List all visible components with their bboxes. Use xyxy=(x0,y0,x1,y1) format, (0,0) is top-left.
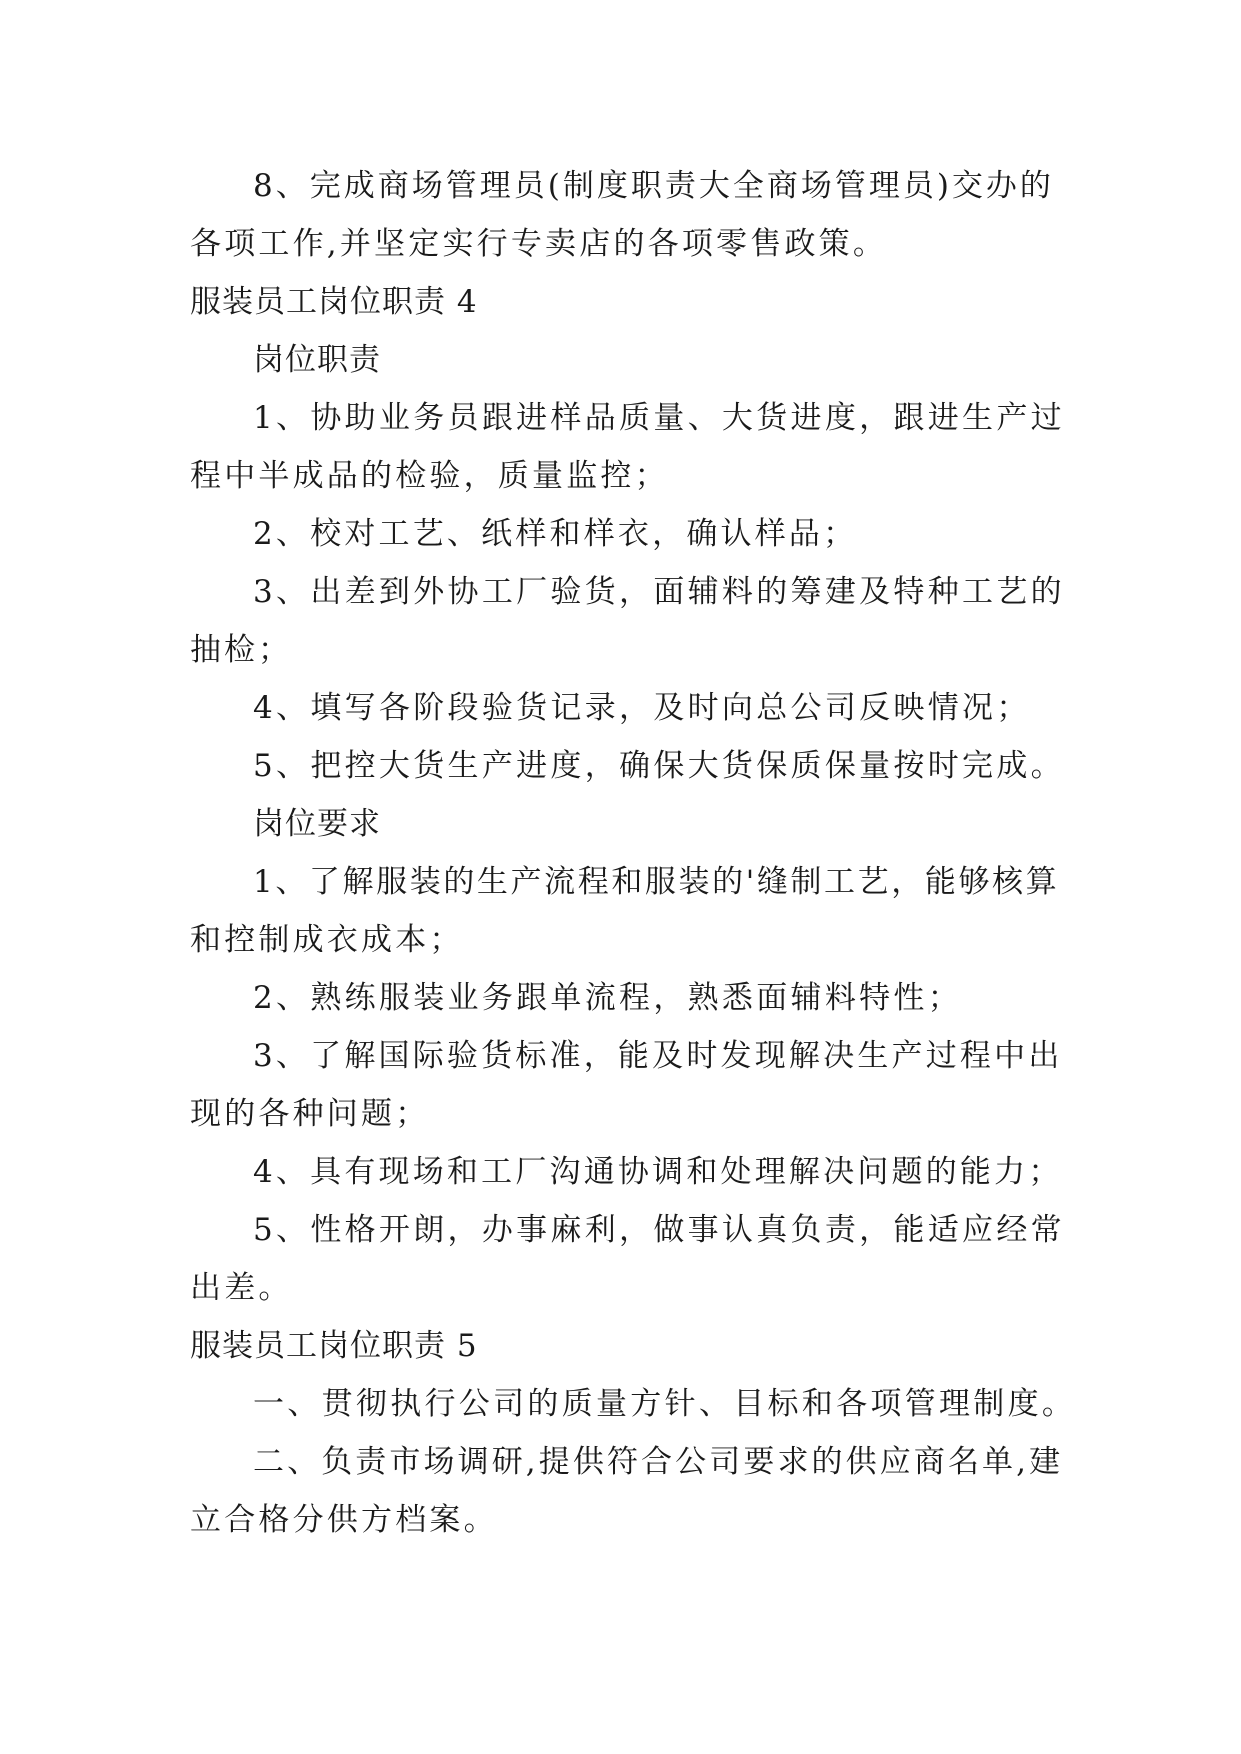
paragraph-line: 程中半成品的检验，质量监控； xyxy=(190,458,669,494)
paragraph-line: 出差。 xyxy=(190,1270,293,1306)
paragraph-line: 4、具有现场和工厂沟通协调和处理解决问题的能力； xyxy=(253,1154,1063,1190)
paragraph-line: 和控制成衣成本； xyxy=(190,922,464,958)
paragraph-line: 1、协助业务员跟进样品质量、大货进度，跟进生产过 xyxy=(253,400,1065,436)
section-heading: 服装员工岗位职责 5 xyxy=(190,1328,478,1364)
paragraph-line: 5、性格开朗，办事麻利，做事认真负责，能适应经常 xyxy=(253,1212,1065,1248)
paragraph-line: 3、出差到外协工厂验货，面辅料的筹建及特种工艺的 xyxy=(253,574,1065,610)
paragraph-line: 3、了解国际验货标准，能及时发现解决生产过程中出 xyxy=(253,1038,1063,1074)
paragraph-line: 8、完成商场管理员(制度职责大全商场管理员)交办的 xyxy=(253,168,1054,204)
paragraph-line: 立合格分供方档案。 xyxy=(190,1502,498,1538)
paragraph-line: 2、校对工艺、纸样和样衣，确认样品； xyxy=(253,516,858,552)
subheading: 岗位要求 xyxy=(253,806,381,842)
paragraph-line: 4、填写各阶段验货记录，及时向总公司反映情况； xyxy=(253,690,1031,726)
paragraph-line: 各项工作,并坚定实行专卖店的各项零售政策。 xyxy=(190,226,888,262)
paragraph-line: 1、了解服装的生产流程和服装的'缝制工艺，能够核算 xyxy=(253,864,1060,900)
paragraph-line: 一、贯彻执行公司的质量方针、目标和各项管理制度。 xyxy=(253,1386,1077,1422)
paragraph-line: 2、熟练服装业务跟单流程，熟悉面辅料特性； xyxy=(253,980,963,1016)
section-heading: 服装员工岗位职责 4 xyxy=(190,284,478,320)
paragraph-line: 现的各种问题； xyxy=(190,1096,430,1132)
subheading: 岗位职责 xyxy=(253,342,381,378)
paragraph-line: 抽检； xyxy=(190,632,292,668)
paragraph-line: 二、负责市场调研,提供符合公司要求的供应商名单,建 xyxy=(253,1444,1064,1480)
paragraph-line: 5、把控大货生产进度，确保大货保质保量按时完成。 xyxy=(253,748,1065,784)
